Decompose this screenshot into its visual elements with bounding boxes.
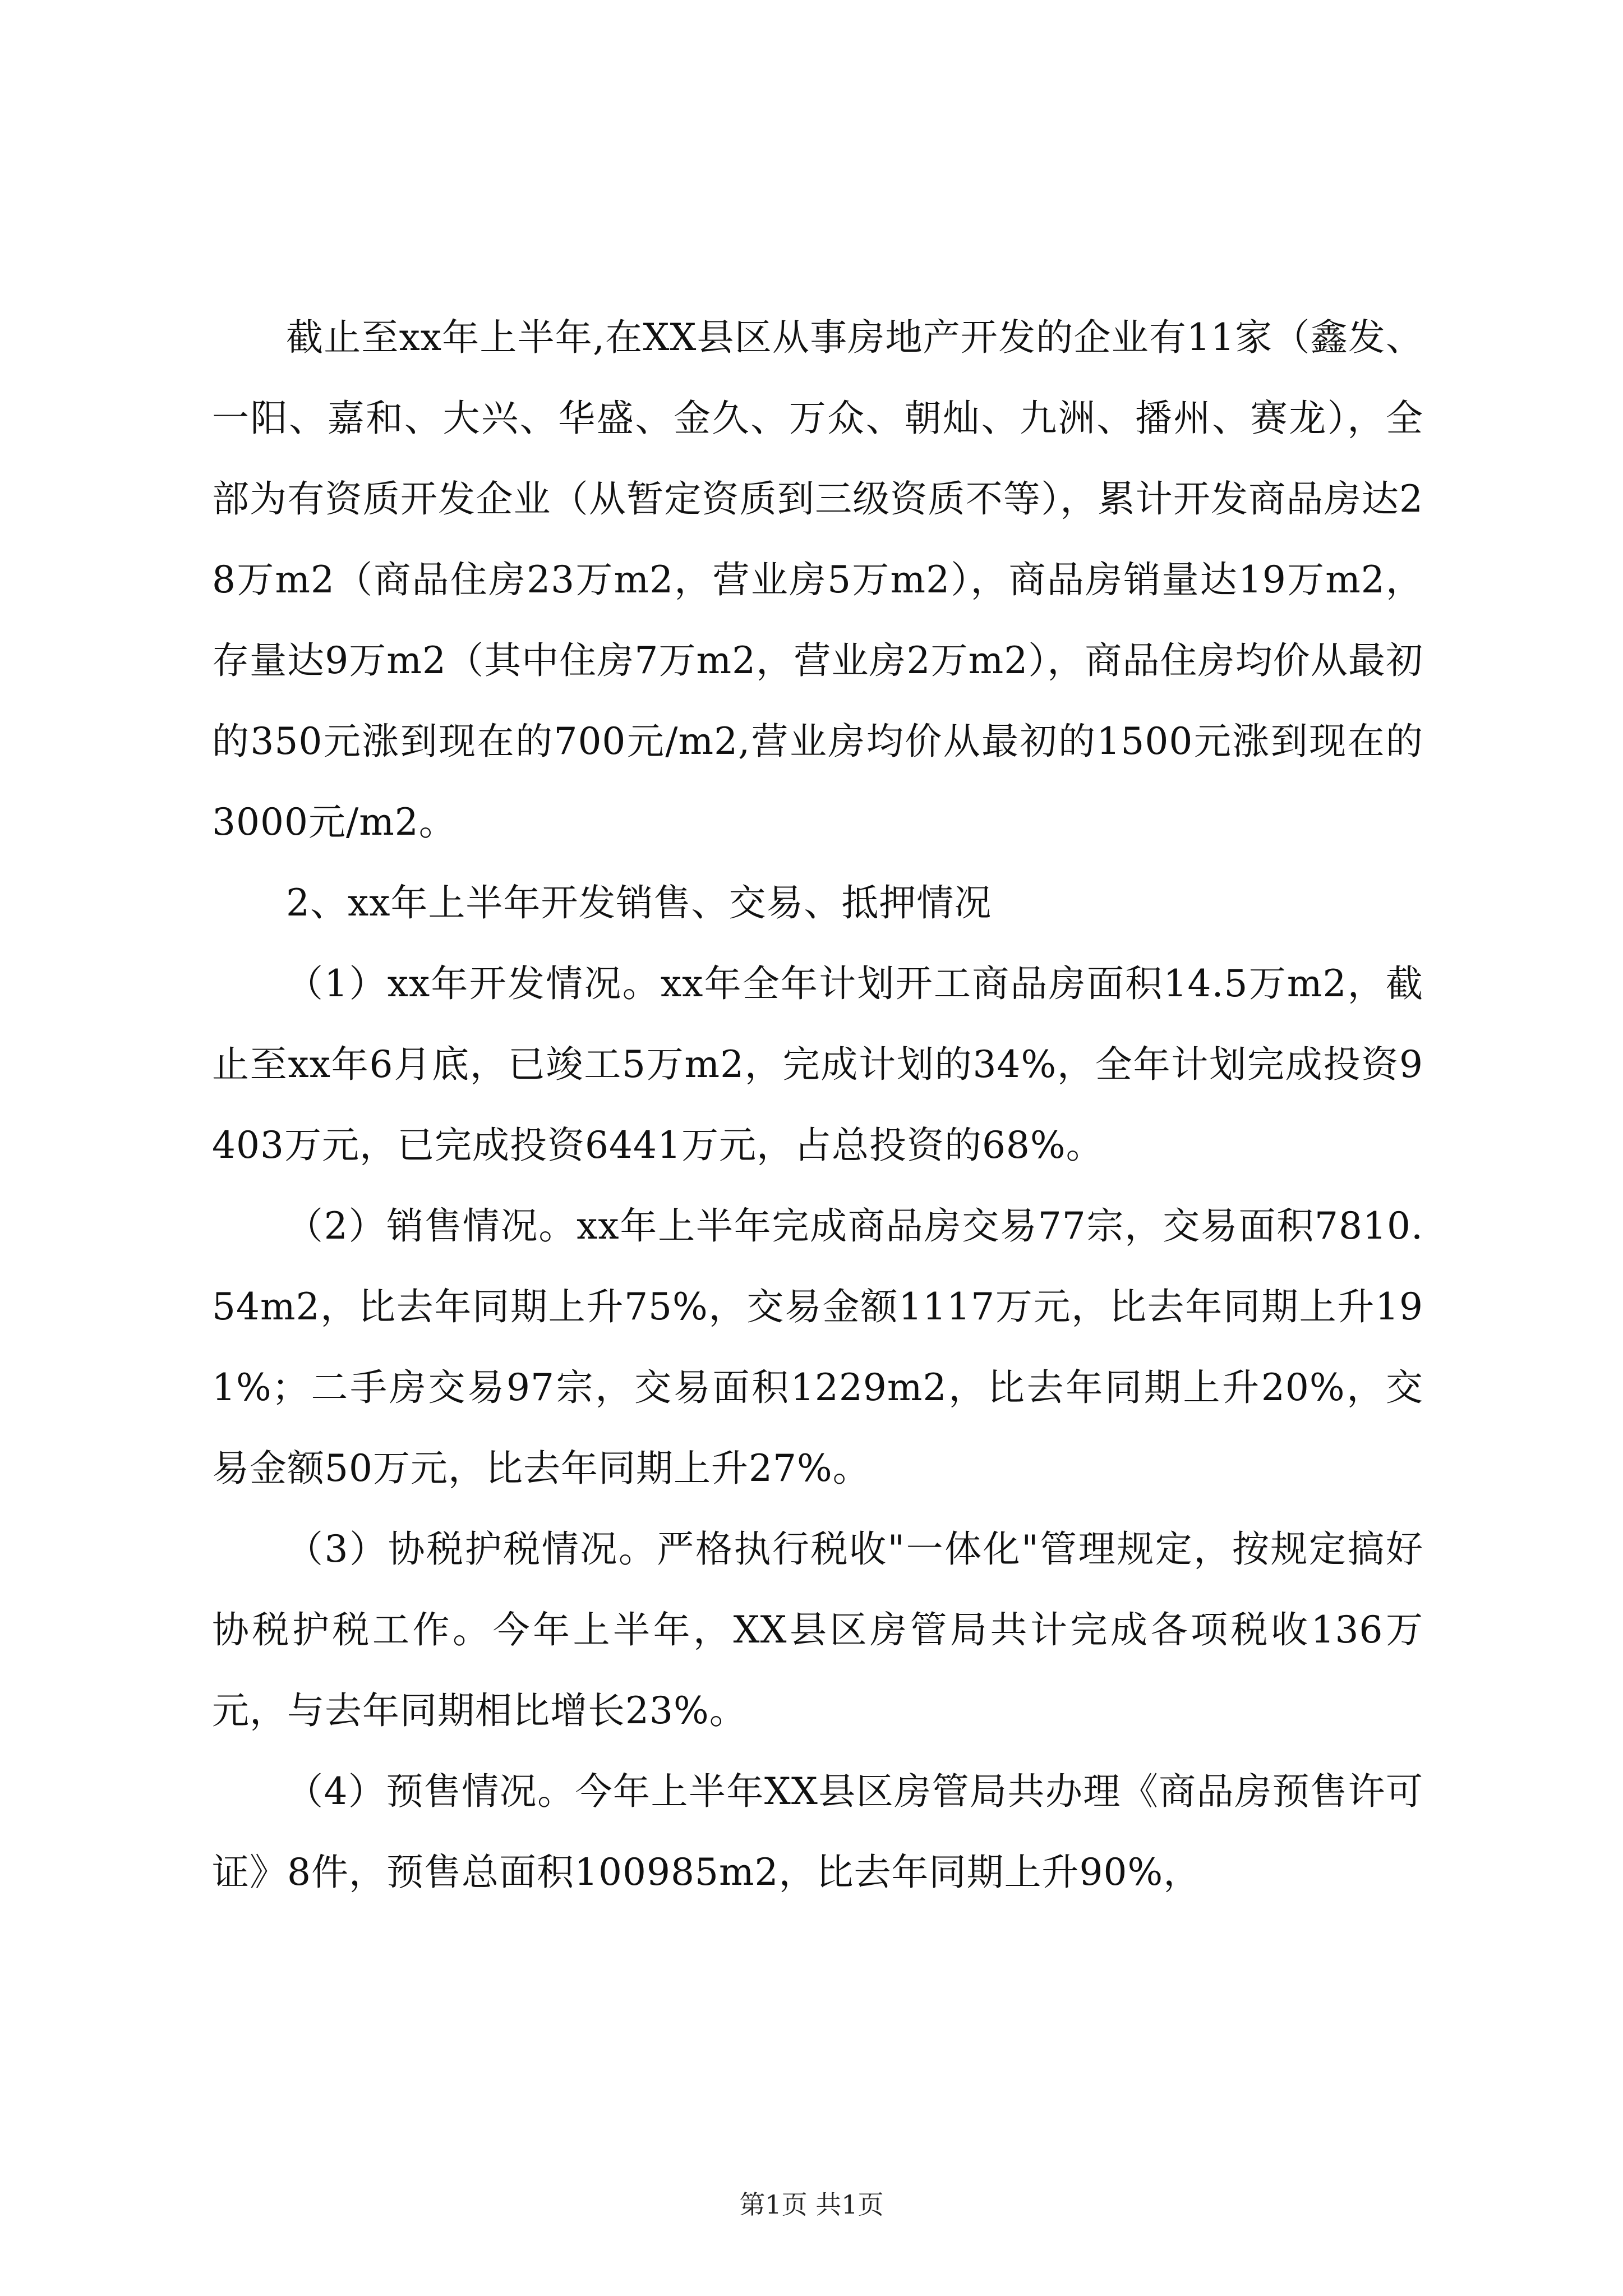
document-body <box>212 297 1423 1913</box>
page-footer: 第1页 共1页 <box>739 2189 884 2220</box>
paragraph-development: （1）xx年开发情况。xx年全年计划开工商品房面积14.5万m2，截止至xx年6月底，已竣工5万m2，完成计划的34%，全年计划完成投资9403万元，已完成投资6441万元，占总投资的68%。 <box>212 962 1423 1167</box>
paragraph-company-summary: 截止至xx年上半年,在XX县区从事房地产开发的企业有11家（鑫发、一阳、嘉和、大兴、华盛、金久、万众、朝灿、九洲、播州、赛龙），全部为有资质开发企业（从暂定资质到三级资质不等），累计开发商品房达28万m2（商品住房23万m2，营业房5万m2），商品房销量达19万m2，存量达9万m2（其中住房7万m2，营业房2万m2），商品住房均价从最初的350元涨到现在的700元/m2,营业房均价从最初的1500元涨到现在的3000元/m2。 <box>212 316 1423 844</box>
paragraph-presale: （4）预售情况。今年上半年XX县区房管局共办理《商品房预售许可证》8件，预售总面积100985m2，比去年同期上升90%， <box>212 1770 1423 1894</box>
section-heading-sales-transactions: 2、xx年上半年开发销售、交易、抵押情况 <box>286 881 992 924</box>
paragraph-tax: （3）协税护税情况。严格执行税收"一体化"管理规定，按规定搞好协税护税工作。今年上半年，XX县区房管局共计完成各项税收136万元，与去年同期相比增长23%。 <box>212 1527 1423 1732</box>
paragraph-sales: （2）销售情况。xx年上半年完成商品房交易77宗，交易面积7810.54m2，比去年同期上升75%，交易金额1117万元，比去年同期上升191%；二手房交易97宗，交易面积1229m2，比去年同期上升20%，交易金额50万元，比去年同期上升27%。 <box>212 1204 1423 1490</box>
